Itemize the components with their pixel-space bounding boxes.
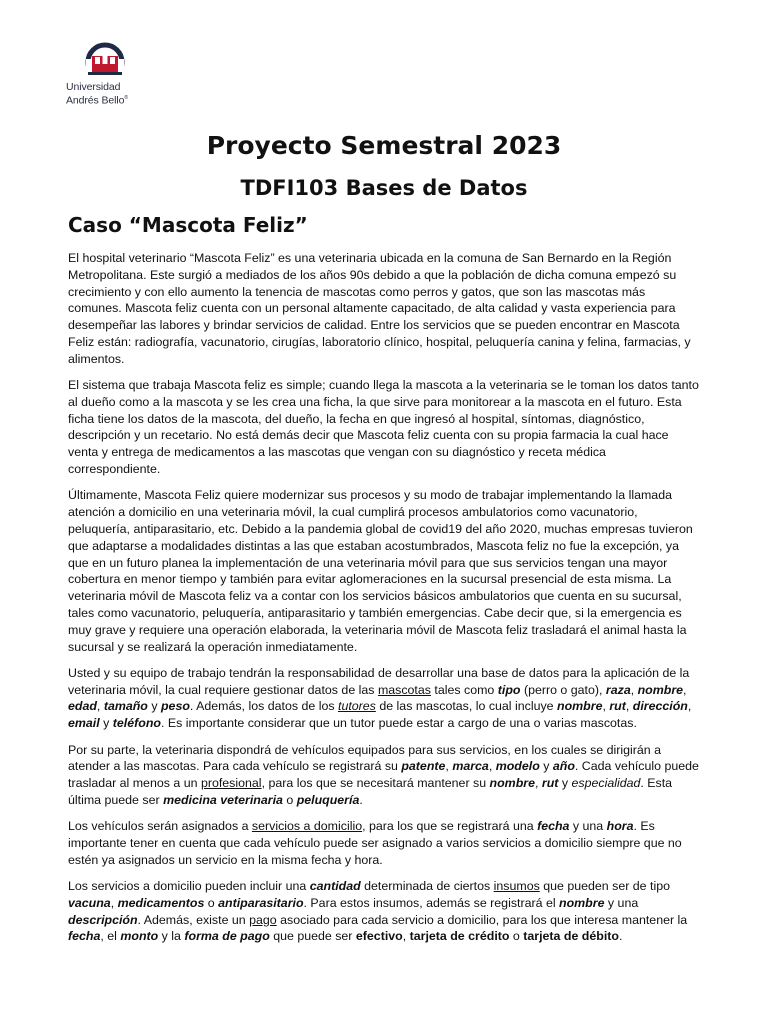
attr-prof-rut: rut <box>541 776 559 791</box>
crest-icon <box>78 42 132 80</box>
attr-edad: edad <box>68 699 97 714</box>
value-vacuna: vacuna <box>68 895 111 910</box>
value-credito: tarjeta de crédito <box>409 929 510 944</box>
entity-insumos: insumos <box>493 879 540 894</box>
logo-line-2: Andrés Bello® <box>66 94 128 107</box>
value-debito: tarjeta de débito <box>523 929 619 944</box>
attr-modelo: modelo <box>495 759 540 774</box>
paragraph-3: Últimamente, Mascota Feliz quiere modernizar sus procesos y su modo de trabajar implementando la llamada atención a domicilio en una veterinaria móvil, la cual cumplirá procesos ambulatorios como vacunatorio, peluquería, antiparasitario, etc. Debido a la pandemia global de covid19 del año 2020, muchas empresas tuvieron que adaptarse a modalidades distintas a las que estaban acostumbrados, Mascota feliz no fue la excepción, ya que en un futuro planea la implementación de una veterinaria móvil para que sus servicios tengan una mayor cobertura en menor tiempo y también para evitar aglomeraciones en la sucursal presencial de esta misma. La veterinaria móvil de Mascota feliz va a contar con los servicios básicos ambulatorios que cuenta en su sucursal, tales como vacunatorio, peluquería, antiparasitario y también emergencias. Cabe decir que, si la emergencia es muy grave y requiere una operación elaborada, la veterinaria móvil de Mascota feliz trasladará el animal hasta la sucursal y se realizará la operación inmediatamente. <box>68 488 693 654</box>
attr-tutor-nombre: nombre <box>557 699 603 714</box>
entity-profesional: profesional <box>200 776 262 791</box>
value-efectivo: efectivo <box>355 929 403 944</box>
paragraph-1: El hospital veterinario “Mascota Feliz” es una veterinaria ubicada en la comuna de San Bernardo en la Región Metropolitana. Este surgió a mediados de los años 90s debido a que la población de dicha comuna empezó su crecimiento y con ello aumento la tenencia de mascotas como perros y gatos, que son las mascotas más comunes. Mascota feliz cuenta con un personal altamente capacitado, de alta calidad y vasta experiencia para desempeñar las labores y brindar servicios de calidad. Entre los servicios que se pueden encontrar en Mascota Feliz están: radiografía, vacunatorio, cirugías, laboratorio clínico, hospital, peluquería canina y felina, farmacias, y alimentos. <box>68 251 691 366</box>
attr-fecha: fecha <box>537 819 570 834</box>
paragraph-5: Por su parte, la veterinaria dispondrá de vehículos equipados para sus servicios, en los cuales se dirigirán a atender a las mascotas. Para cada vehículo se registrará su patente, marca, modelo y año. Cada vehículo puede trasladar al menos a un profesional, para los que se necesitará mantener su nombre, rut y especialidad. Esta última puede ser medicina veterinaria o peluquería. <box>68 742 699 807</box>
paragraph-7: Los servicios a domicilio pueden incluir una cantidad determinada de ciertos insumos que pueden ser de tipo vacuna, medicamentos o antiparasitario. Para estos insumos, además se registrará el nombre y una descripción. Además, existe un pago asociado para cada servicio a domicilio, para los que interesa mantener la fecha, el monto y la forma de pago que puede ser efectivo, tarjeta de crédito o tarjeta de débito. <box>68 879 688 944</box>
attr-cantidad: cantidad <box>309 879 361 894</box>
entity-pago: pago <box>249 912 277 927</box>
attr-patente: patente <box>401 759 446 774</box>
logo-line-1: Universidad <box>66 81 121 93</box>
paragraph-6: Los vehículos serán asignados a servicios a domicilio, para los que se registrará una fecha y una hora. Es importante tener en cuenta que cada vehículo puede ser asignado a varios servicios a domicilio siempre que no estén ya asignados un servicio en la misma fecha y hora. <box>68 819 682 867</box>
attr-ano: año <box>552 759 575 774</box>
attr-tamano: tamaño <box>103 699 148 714</box>
attr-nombre: nombre <box>637 682 684 697</box>
attr-marca: marca <box>452 759 489 774</box>
entity-tutores: tutores <box>338 699 376 714</box>
attr-insumo-nombre: nombre <box>559 895 605 910</box>
attr-forma-pago: forma de pago <box>184 929 270 944</box>
attr-hora: hora <box>606 819 634 834</box>
attr-rut: rut <box>609 699 626 714</box>
entity-mascotas: mascotas <box>377 682 431 697</box>
university-logo <box>66 42 142 108</box>
paragraph-2: El sistema que trabaja Mascota feliz es simple; cuando llega la mascota a la veterinaria se le toman los datos tanto al dueño como a la mascota y se les crea una ficha, la que sirve para monitorear a la mascota en el futuro. Esta ficha tiene los datos de la mascota, del dueño, la fecha en que ingresó al hospital, síntomas, diagnóstico, descripción y un recetario. No está demás decir que Mascota feliz cuenta con su propia farmacia la cual hace venta y entrega de medicamentos a las mascotas que vengan con su diagnóstico y receta médica correspondiente. <box>68 378 699 477</box>
attr-pago-fecha: fecha <box>68 929 101 944</box>
attr-email: email <box>68 716 100 731</box>
value-medicamentos: medicamentos <box>117 895 205 910</box>
document-subtitle: TDFI103 Bases de Datos <box>240 176 528 200</box>
attr-descripcion: descripción <box>68 912 138 927</box>
document-body <box>68 250 701 955</box>
attr-tipo: tipo <box>497 682 521 697</box>
attr-especialidad: especialidad <box>571 776 641 791</box>
value-peluqueria: peluquería <box>296 792 360 807</box>
attr-prof-nombre: nombre <box>489 776 535 791</box>
case-title: Caso “Mascota Feliz” <box>68 213 308 237</box>
attr-peso: peso <box>160 699 190 714</box>
attr-telefono: teléfono <box>112 716 161 731</box>
paragraph-4: Usted y su equipo de trabajo tendrán la responsabilidad de desarrollar una base de datos para la aplicación de la veterinaria móvil, la cual requiere gestionar datos de las mascotas tales como tipo (perro o gato), raza, nombre, edad, tamaño y peso. Además, los datos de los tutores de las mascotas, lo cual incluye nombre, rut, dirección, email y teléfono. Es importante considerar que un tutor puede estar a cargo de una o varias mascotas. <box>68 665 692 731</box>
value-medicina: medicina veterinaria <box>163 792 283 807</box>
document-title: Proyecto Semestral 2023 <box>206 131 562 160</box>
logo-wordmark <box>66 82 142 107</box>
attr-direccion: dirección <box>632 699 688 714</box>
attr-monto: monto <box>120 929 159 944</box>
value-antiparasitario: antiparasitario <box>218 895 304 910</box>
attr-raza: raza <box>605 682 631 697</box>
entity-servicios: servicios a domicilio <box>251 819 363 834</box>
